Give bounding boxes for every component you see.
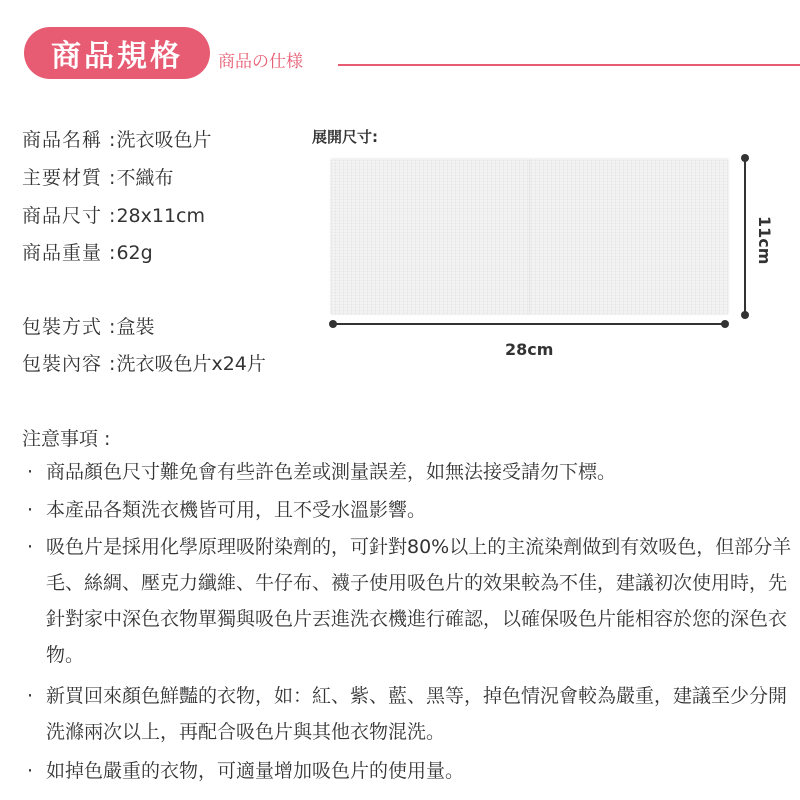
spec-label: 主要材質 :: [22, 167, 117, 189]
size-diagram-title: 展開尺寸:: [312, 128, 378, 146]
spec-label: 商品名稱 :: [22, 129, 117, 151]
section-subtitle: 商品の仕様: [218, 52, 303, 72]
width-dimension-label: 28cm: [505, 340, 554, 359]
height-start-dot: [741, 154, 749, 162]
spec-label: 商品重量 :: [22, 242, 117, 264]
section-title-badge: 商品規格: [24, 27, 210, 79]
width-start-dot: [329, 320, 337, 328]
note-bullet: ·: [27, 499, 34, 521]
note-text: 商品顏色尺寸難免會有些許色差或測量誤差，如無法接受請勿下標。: [46, 461, 617, 483]
note-text: 吸色片是採用化學原理吸附染劑的，可針對80%以上的主流染劑做到有效吸色，但部分羊毛、絲綢、壓克力纖維、牛仔布、襪子使用吸色片的效果較為不佳，建議初次使用時，先針對家中深色衣物單獨與吸色片丟進洗衣機進行確認，以確保吸色片能相容於您的深色衣物。: [46, 536, 792, 666]
note-bullet: ·: [27, 461, 34, 483]
note-bullet: ·: [27, 685, 34, 707]
note-text: 本產品各類洗衣機皆可用，且不受水溫影響。: [46, 499, 427, 521]
note-text: 新買回來顏色鮮豔的衣物，如：紅、紫、藍、黑等，掉色情況會較為嚴重，建議至少分開洗滌兩次以上，再配合吸色片與其他衣物混洗。: [46, 685, 788, 743]
spec-label: 包裝內容 :: [22, 353, 117, 375]
note-item: [22, 753, 792, 789]
spec-value: 洗衣吸色片x24片: [116, 353, 266, 375]
spec-value: 62g: [116, 242, 153, 264]
spec-value: 盒裝: [116, 316, 155, 338]
height-dimension-label: 11cm: [755, 216, 774, 265]
spec-value: 洗衣吸色片: [116, 129, 212, 151]
note-item: [22, 454, 792, 490]
note-text: 如掉色嚴重的衣物，可適量增加吸色片的使用量。: [46, 760, 465, 782]
note-item: [22, 492, 792, 528]
spec-value: 28x11cm: [116, 205, 206, 227]
height-end-dot: [741, 311, 749, 319]
spec-label: 包裝方式 :: [22, 316, 117, 338]
spec-label: 商品尺寸 :: [22, 205, 117, 227]
note-item: [22, 529, 792, 673]
note-bullet: ·: [27, 536, 34, 558]
notes-title: 注意事項 :: [22, 428, 111, 450]
note-bullet: ·: [27, 760, 34, 782]
note-item: [22, 678, 792, 750]
width-end-dot: [721, 320, 729, 328]
spec-value: 不織布: [116, 167, 174, 189]
